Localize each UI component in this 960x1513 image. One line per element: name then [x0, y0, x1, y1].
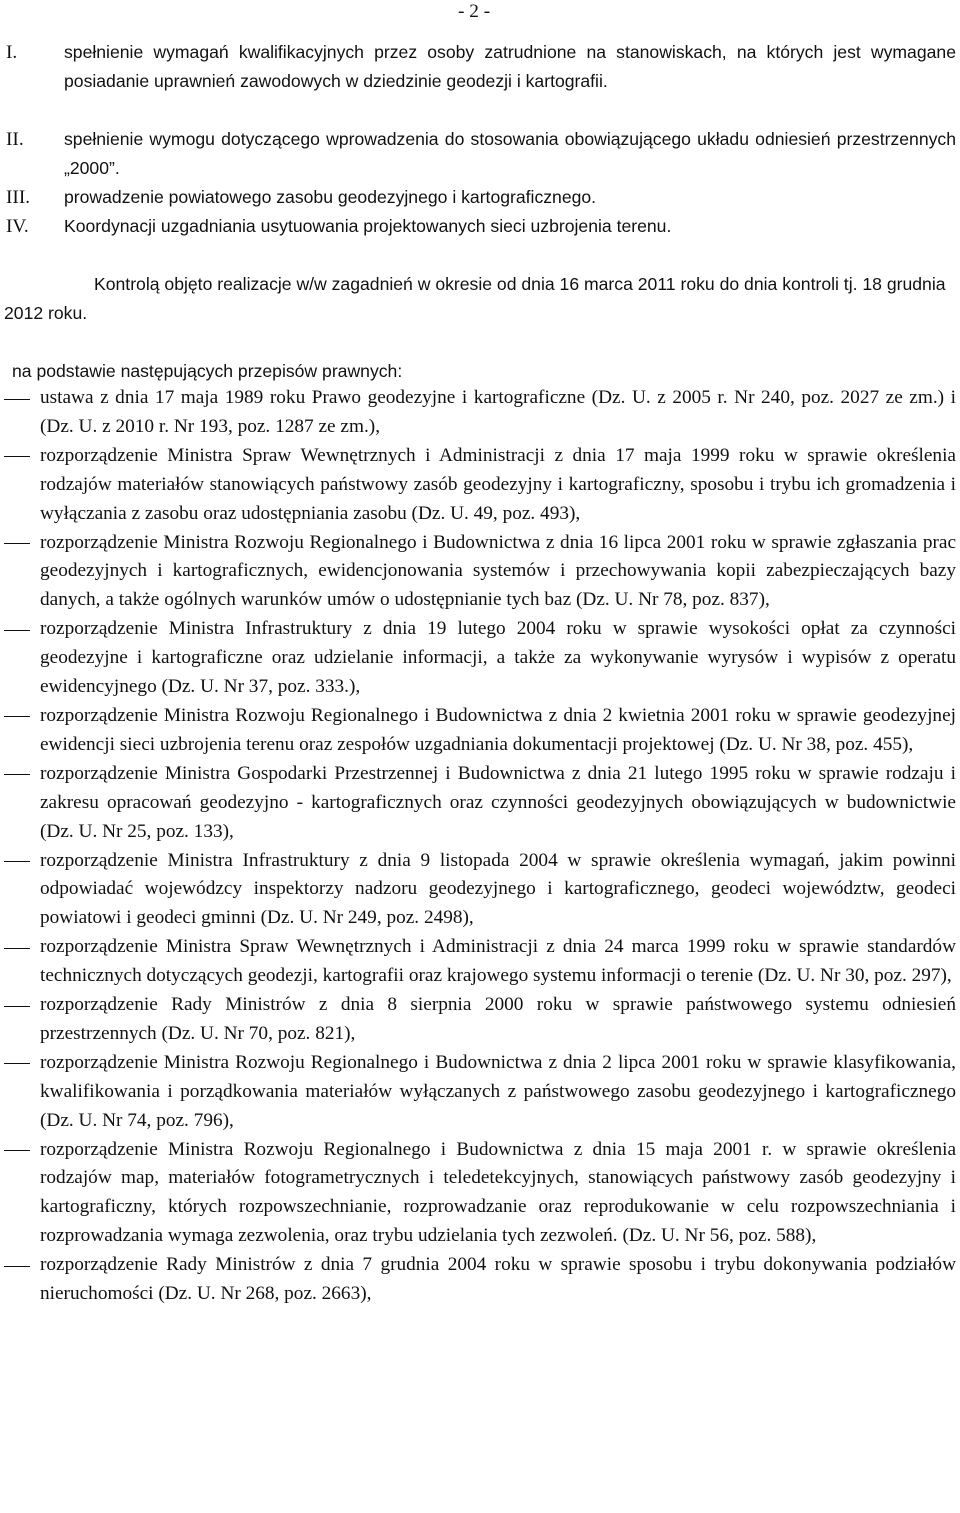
- legal-act-item: ustawa z dnia 17 maja 1989 roku Prawo geodezyjne i kartograficzne (Dz. U. z 2005 r. Nr 240, poz. 2027 ze zm.) i (Dz. U. z 2010 r. Nr 193, poz. 1287 ze zm.),: [0, 384, 956, 442]
- legal-act-item: rozporządzenie Ministra Infrastruktury z dnia 9 listopada 2004 w sprawie określenia wymagań, jakim powinni odpowiadać wojewódzcy inspektorzy nadzoru geodezyjnego i kartograficznego, geodeci województw, geodeci powiatowi i geodeci gminni (Dz. U. Nr 249, poz. 2498),: [0, 847, 956, 934]
- scope-item-number: I.: [6, 42, 18, 63]
- dash-bullet: [4, 399, 30, 400]
- legal-acts-list: [0, 384, 956, 1309]
- dash-bullet: [4, 630, 30, 631]
- control-period-paragraph: [4, 270, 956, 328]
- dash-bullet: [4, 1006, 30, 1007]
- legal-act-item: rozporządzenie Rady Ministrów z dnia 8 sierpnia 2000 roku w sprawie państwowego systemu odniesień przestrzennych (Dz. U. Nr 70, poz. 821),: [0, 991, 956, 1049]
- legal-act-item: rozporządzenie Ministra Rozwoju Regionalnego i Budownictwa z dnia 16 lipca 2001 roku w sprawie zgłaszania prac geodezyjnych i kartograficznych, ewidencjonowania systemów i przechowywania kopii zabezpieczających bazy danych, a także ogólnych warunków umów o udostępnianie tych baz (Dz. U. Nr 78, poz. 837),: [0, 529, 956, 616]
- legal-act-item: rozporządzenie Ministra Spraw Wewnętrznych i Administracji z dnia 24 marca 1999 roku w sprawie standardów technicznych dotyczących geodezji, kartografii oraz krajowego systemu informacji o terenie (Dz. U. Nr 30, poz. 297),: [0, 933, 956, 991]
- dash-bullet: [4, 456, 30, 457]
- legal-act-item: rozporządzenie Ministra Rozwoju Regionalnego i Budownictwa z dnia 2 lipca 2001 roku w sprawie klasyfikowania, kwalifikowania i porządkowania materiałów wyłączanych z państwowego zasobu geodezyjnego i kartograficznego (Dz. U. Nr 74, poz. 796),: [0, 1049, 956, 1136]
- scope-item-text: prowadzenie powiatowego zasobu geodezyjnego i kartograficznego.: [64, 187, 597, 207]
- legal-act-item: rozporządzenie Ministra Rozwoju Regionalnego i Budownictwa z dnia 2 kwietnia 2001 roku w sprawie geodezyjnej ewidencji sieci uzbrojenia terenu oraz zespołów uzgadniania dokumentacji projektowej (Dz. U. Nr 38, poz. 455),: [0, 702, 956, 760]
- dash-bullet: [4, 948, 30, 949]
- scope-item-text: Koordynacji uzgadniania usytuowania projektowanych sieci uzbrojenia terenu.: [64, 216, 672, 236]
- dash-bullet: [4, 1063, 30, 1064]
- legal-basis-heading: na podstawie następujących przepisów prawnych:: [12, 361, 403, 381]
- dash-bullet: [4, 1150, 30, 1151]
- scope-item-4: [6, 212, 956, 241]
- scope-item-number: IV.: [6, 216, 29, 237]
- dash-bullet: [4, 716, 30, 717]
- dash-bullet: [4, 774, 30, 775]
- legal-act-item: rozporządzenie Ministra Infrastruktury z dnia 19 lutego 2004 roku w sprawie wysokości opłat za czynności geodezyjne i kartograficzne oraz udzielanie informacji, a także za wykonywanie wyrysów i wypisów z operatu ewidencyjnego (Dz. U. Nr 37, poz. 333.),: [0, 615, 956, 702]
- scope-item-text: spełnienie wymogu dotyczącego wprowadzenia do stosowania obowiązującego układu odniesień przestrzennych „2000”.: [64, 129, 956, 178]
- control-period-text: Kontrolą objęto realizacje w/w zagadnień w okresie od dnia 16 marca 2011 roku do dnia kontroli tj. 18 grudnia 2012 roku.: [4, 274, 946, 323]
- page-number: - 2 -: [458, 1, 491, 22]
- legal-act-item: rozporządzenie Ministra Spraw Wewnętrznych i Administracji z dnia 17 maja 1999 roku w sprawie określenia rodzajów materiałów stanowiących państwowy zasób geodezyjny i kartograficzny, sposobu i trybu ich gromadzenia i wyłączania z zasobu oraz udostępniania zasobu (Dz. U. 49, poz. 493),: [0, 442, 956, 529]
- scope-item-number: II.: [6, 129, 24, 150]
- legal-act-item: rozporządzenie Ministra Rozwoju Regionalnego i Budownictwa z dnia 15 maja 2001 r. w sprawie określenia rodzajów map, materiałów fotogrametrycznych i teledetekcyjnych, stanowiących państwowy zasób geodezyjny i kartograficzny, których rozpowszechnianie, rozprowadzanie oraz reprodukowanie w celu rozpowszechniania i rozprowadzania wymaga zezwolenia, oraz trybu udzielania tych zezwoleń. (Dz. U. Nr 56, poz. 588),: [0, 1136, 956, 1252]
- dash-bullet: [4, 1266, 30, 1267]
- scope-item-3: [6, 183, 956, 212]
- legal-act-item: rozporządzenie Rady Ministrów z dnia 7 grudnia 2004 roku w sprawie sposobu i trybu dokonywania podziałów nieruchomości (Dz. U. Nr 268, poz. 2663),: [0, 1251, 956, 1309]
- scope-item-number: III.: [6, 187, 31, 208]
- scope-item-1: [6, 38, 956, 96]
- scope-item-text: spełnienie wymagań kwalifikacyjnych przez osoby zatrudnione na stanowiskach, na których jest wymagane posiadanie uprawnień zawodowych w dziedzinie geodezji i kartografii.: [64, 42, 956, 91]
- dash-bullet: [4, 543, 30, 544]
- scope-item-2: [6, 125, 956, 183]
- dash-bullet: [4, 861, 30, 862]
- legal-act-item: rozporządzenie Ministra Gospodarki Przestrzennej i Budownictwa z dnia 21 lutego 1995 roku w sprawie rodzaju i zakresu opracowań geodezyjno - kartograficznych oraz czynności geodezyjnych obowiązujących w budownictwie (Dz. U. Nr 25, poz. 133),: [0, 760, 956, 847]
